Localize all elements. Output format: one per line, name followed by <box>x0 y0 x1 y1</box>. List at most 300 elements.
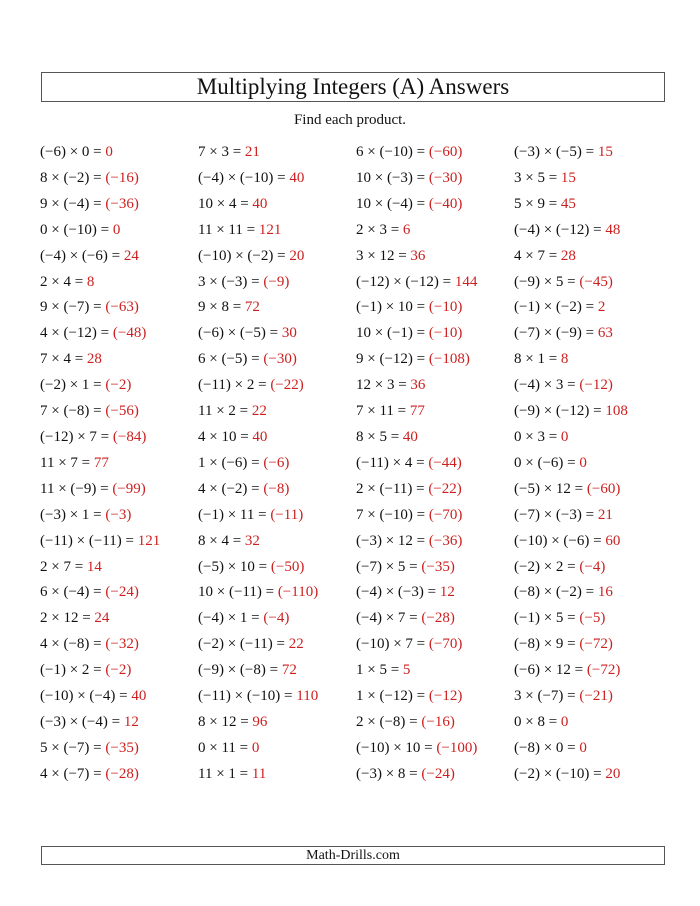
problem-answer: 40 <box>289 169 305 186</box>
problem-expression: 4 × (−8) = <box>40 636 106 653</box>
problem-answer: (−40) <box>428 195 463 212</box>
problem-answer: 14 <box>86 558 102 575</box>
problem-answer: (−100) <box>436 739 478 756</box>
problem-answer: (−84) <box>112 428 147 445</box>
problem-expression: 2 × 7 = <box>40 558 87 575</box>
problem-item <box>514 401 670 427</box>
instructions: Find each product. <box>293 112 407 128</box>
problem-answer: 110 <box>296 688 319 705</box>
problem-answer: 0 <box>579 739 587 756</box>
problem-answer: (−108) <box>428 351 470 368</box>
problem-expression: (−4) × 1 = <box>198 610 264 627</box>
problem-expression: 8 × 4 = <box>198 532 245 549</box>
problem-expression: (−1) × 11 = <box>198 506 271 523</box>
problem-answer: 72 <box>281 662 297 679</box>
problem-answer: 15 <box>597 144 613 160</box>
problem-answer: 144 <box>454 273 478 290</box>
problem-answer: 72 <box>244 299 260 316</box>
problem-item <box>356 686 514 712</box>
problem-item <box>198 349 356 375</box>
problem-item <box>356 349 514 375</box>
problem-expression: (−6) × 0 = <box>40 144 106 160</box>
problem-answer: 45 <box>560 195 576 212</box>
problem-item <box>40 738 198 764</box>
problem-expression: 12 × 3 = <box>356 377 411 394</box>
problem-item <box>40 220 198 246</box>
problem-expression: 6 × (−10) = <box>356 144 429 160</box>
problem-item <box>356 168 514 194</box>
problem-expression: (−6) × (−5) = <box>198 325 282 342</box>
problem-answer: 8 <box>560 351 569 368</box>
problem-answer: (−44) <box>428 454 462 471</box>
problem-item <box>40 297 198 323</box>
problem-expression: 7 × 11 = <box>356 403 410 420</box>
problem-item <box>356 505 514 531</box>
problem-expression: (−5) × 10 = <box>198 558 271 575</box>
problem-expression: 9 × 8 = <box>198 299 245 316</box>
problem-expression: (−1) × (−2) = <box>514 299 598 316</box>
problem-item <box>356 764 514 790</box>
problem-expression: 7 × (−10) = <box>356 506 429 523</box>
problem-answer: (−2) <box>105 662 132 679</box>
problem-answer: 21 <box>244 144 260 160</box>
problem-answer: 12 <box>439 584 455 601</box>
problem-answer: (−30) <box>263 351 297 368</box>
footer: Math-Drills.com <box>41 846 665 865</box>
problem-item <box>198 272 356 298</box>
problem-expression: 0 × 3 = <box>514 428 561 445</box>
problem-answer: 28 <box>560 247 576 264</box>
problem-item <box>356 453 514 479</box>
problem-item <box>198 453 356 479</box>
problem-expression: 9 × (−12) = <box>356 351 429 368</box>
problem-answer: 15 <box>560 169 576 186</box>
problem-expression: 0 × 8 = <box>514 713 561 730</box>
problem-answer: 30 <box>281 325 297 342</box>
problem-expression: 0 × (−6) = <box>514 454 580 471</box>
problem-item <box>356 246 514 272</box>
problem-item <box>198 505 356 531</box>
problem-item <box>514 608 670 634</box>
problem-item <box>514 194 670 220</box>
problem-expression: (−4) × (−12) = <box>514 221 606 238</box>
problem-expression: 7 × 4 = <box>40 351 87 368</box>
problem-item <box>356 557 514 583</box>
problem-item <box>514 453 670 479</box>
problem-answer: (−63) <box>105 299 139 316</box>
problem-item <box>514 634 670 660</box>
problem-item <box>356 531 514 557</box>
problem-item <box>356 375 514 401</box>
problem-expression: (−11) × (−10) = <box>198 688 297 705</box>
problem-item <box>356 401 514 427</box>
problem-expression: 2 × (−8) = <box>356 713 422 730</box>
problem-item <box>356 660 514 686</box>
problem-item <box>356 712 514 738</box>
problem-item <box>356 608 514 634</box>
problem-item <box>198 479 356 505</box>
problem-item <box>198 246 356 272</box>
problem-answer: (−8) <box>263 480 290 497</box>
problem-expression: 8 × 1 = <box>514 351 561 368</box>
problem-item <box>40 194 198 220</box>
problem-expression: 10 × (−4) = <box>356 195 429 212</box>
problem-item <box>514 427 670 453</box>
problem-answer: 40 <box>252 428 268 445</box>
problem-item <box>198 220 356 246</box>
problem-answer: (−50) <box>270 558 305 575</box>
problem-answer: 16 <box>597 584 613 601</box>
problem-expression: (−10) × (−2) = <box>198 247 290 264</box>
problem-expression: 10 × (−3) = <box>356 169 429 186</box>
problem-answer: (−35) <box>421 558 455 575</box>
problem-expression: 1 × (−12) = <box>356 688 429 705</box>
problem-expression: 1 × (−6) = <box>198 454 264 471</box>
problem-answer: (−22) <box>428 480 462 497</box>
problem-item <box>198 194 356 220</box>
problem-answer: (−56) <box>105 403 139 420</box>
problem-expression: (−12) × (−12) = <box>356 273 455 290</box>
problem-expression: 3 × (−7) = <box>514 688 580 705</box>
problem-answer: 40 <box>131 688 147 705</box>
problem-answer: 6 <box>402 221 411 238</box>
problem-answer: 21 <box>597 506 613 523</box>
problem-item <box>514 505 670 531</box>
problem-answer: (−45) <box>579 273 613 290</box>
problem-expression: 5 × 9 = <box>514 195 561 212</box>
problem-item <box>356 634 514 660</box>
problem-expression: (−3) × (−5) = <box>514 144 598 160</box>
problem-item <box>198 375 356 401</box>
problem-answer: 20 <box>289 247 305 264</box>
problem-item <box>514 272 670 298</box>
problem-expression: (−3) × 1 = <box>40 506 106 523</box>
problem-item <box>514 479 670 505</box>
problem-answer: (−60) <box>428 144 463 160</box>
problem-item <box>198 142 356 168</box>
problem-answer: 2 <box>597 299 606 316</box>
worksheet-title: Multiplying Integers (A) Answers <box>41 72 665 102</box>
problem-expression: 4 × (−2) = <box>198 480 264 497</box>
problem-expression: (−11) × 2 = <box>198 377 271 394</box>
problem-item <box>356 220 514 246</box>
problem-item <box>356 142 514 168</box>
problem-item <box>40 634 198 660</box>
problem-expression: 3 × (−3) = <box>198 273 264 290</box>
problem-answer: 20 <box>605 765 621 782</box>
problem-expression: (−9) × (−8) = <box>198 662 282 679</box>
problem-answer: 96 <box>252 713 268 730</box>
problem-item <box>40 479 198 505</box>
problem-answer: (−48) <box>112 325 147 342</box>
problem-expression: 6 × (−4) = <box>40 584 106 601</box>
problem-expression: 7 × (−8) = <box>40 403 106 420</box>
problem-expression: (−2) × 1 = <box>40 377 106 394</box>
problem-answer: (−99) <box>112 480 146 497</box>
problem-answer: 22 <box>288 636 304 653</box>
problem-item <box>40 323 198 349</box>
problem-answer: 40 <box>252 195 268 212</box>
problem-expression: (−1) × 10 = <box>356 299 429 316</box>
problem-item <box>198 168 356 194</box>
problem-item <box>40 272 198 298</box>
problem-item <box>198 582 356 608</box>
problem-answer: 36 <box>410 247 426 264</box>
problem-answer: (−11) <box>270 506 304 523</box>
problem-answer: (−72) <box>579 636 613 653</box>
problem-expression: (−11) × (−11) = <box>40 532 138 549</box>
problem-expression: 1 × 5 = <box>356 662 403 679</box>
problem-item <box>40 168 198 194</box>
problem-answer: 0 <box>579 454 587 471</box>
problem-item <box>356 323 514 349</box>
problem-item <box>514 531 670 557</box>
problem-expression: (−4) × 7 = <box>356 610 422 627</box>
problem-expression: (−4) × (−6) = <box>40 247 124 264</box>
problem-grid <box>40 142 670 790</box>
problem-answer: (−12) <box>428 688 463 705</box>
problem-answer: (−16) <box>421 713 455 730</box>
problem-expression: (−10) × 10 = <box>356 739 437 756</box>
problem-item <box>514 349 670 375</box>
problem-answer: (−12) <box>579 377 613 394</box>
problem-answer: 24 <box>123 247 139 264</box>
problem-answer: (−22) <box>270 377 304 394</box>
problem-answer: 121 <box>258 221 282 238</box>
problem-item <box>198 712 356 738</box>
problem-item <box>198 531 356 557</box>
problem-item <box>198 401 356 427</box>
problem-item <box>40 142 198 168</box>
problem-expression: (−4) × (−3) = <box>356 584 440 601</box>
problem-answer: 36 <box>410 377 426 394</box>
problem-item <box>198 634 356 660</box>
problem-item <box>514 764 670 790</box>
problem-expression: (−8) × (−2) = <box>514 584 598 601</box>
problem-expression: (−12) × 7 = <box>40 428 113 445</box>
problem-item <box>514 168 670 194</box>
problem-expression: 8 × (−2) = <box>40 169 106 186</box>
problem-item <box>40 712 198 738</box>
problem-answer: (−2) <box>105 377 132 394</box>
problem-answer: (−28) <box>421 610 455 627</box>
problem-item <box>198 738 356 764</box>
problem-expression: 2 × 12 = <box>40 610 95 627</box>
problem-expression: (−6) × 12 = <box>514 662 587 679</box>
problem-expression: 9 × (−7) = <box>40 299 106 316</box>
problem-item <box>40 349 198 375</box>
problem-expression: 4 × 7 = <box>514 247 561 264</box>
problem-item <box>40 375 198 401</box>
problem-expression: 2 × (−11) = <box>356 480 429 497</box>
problem-answer: (−60) <box>586 480 621 497</box>
problem-item <box>514 246 670 272</box>
problem-expression: 0 × 11 = <box>198 739 252 756</box>
problem-expression: 3 × 12 = <box>356 247 411 264</box>
problem-expression: (−3) × 8 = <box>356 765 422 782</box>
problem-item <box>198 686 356 712</box>
problem-answer: 11 <box>251 765 267 782</box>
problem-expression: (−7) × (−9) = <box>514 325 598 342</box>
problem-expression: 3 × 5 = <box>514 169 561 186</box>
problem-item <box>356 427 514 453</box>
problem-expression: (−5) × 12 = <box>514 480 587 497</box>
problem-item <box>40 401 198 427</box>
problem-item <box>40 764 198 790</box>
problem-item <box>198 297 356 323</box>
problem-answer: (−36) <box>428 532 463 549</box>
problem-item <box>356 272 514 298</box>
problem-answer: (−72) <box>586 662 621 679</box>
problem-answer: 0 <box>105 144 113 160</box>
problem-item <box>40 660 198 686</box>
problem-answer: (−110) <box>277 584 319 601</box>
problem-item <box>40 557 198 583</box>
problem-answer: (−28) <box>105 765 139 782</box>
problem-answer: 5 <box>402 662 411 679</box>
problem-expression: 10 × (−11) = <box>198 584 278 601</box>
problem-expression: (−2) × (−11) = <box>198 636 289 653</box>
problem-answer: 28 <box>86 351 102 368</box>
problem-item <box>356 297 514 323</box>
problem-expression: (−11) × 4 = <box>356 454 429 471</box>
problem-expression: 10 × (−1) = <box>356 325 429 342</box>
problem-expression: 10 × 4 = <box>198 195 253 212</box>
problem-item <box>198 557 356 583</box>
problem-expression: (−10) × 7 = <box>356 636 429 653</box>
problem-expression: 2 × 4 = <box>40 273 87 290</box>
problem-expression: 11 × 1 = <box>198 765 252 782</box>
problem-expression: (−10) × (−4) = <box>40 688 132 705</box>
problem-expression: (−8) × 9 = <box>514 636 580 653</box>
problem-item <box>514 220 670 246</box>
problem-item <box>514 297 670 323</box>
problem-item <box>514 686 670 712</box>
problem-answer: 40 <box>402 428 418 445</box>
problem-item <box>198 608 356 634</box>
problem-expression: (−7) × 5 = <box>356 558 422 575</box>
problem-expression: (−1) × 5 = <box>514 610 580 627</box>
problem-answer: (−16) <box>105 169 139 186</box>
problem-item <box>198 323 356 349</box>
problem-answer: (−24) <box>421 765 455 782</box>
problem-item <box>198 764 356 790</box>
problem-answer: (−70) <box>428 506 463 523</box>
problem-item <box>40 582 198 608</box>
problem-answer: 8 <box>86 273 95 290</box>
problem-expression: 0 × (−10) = <box>40 221 113 238</box>
problem-answer: 77 <box>409 403 425 420</box>
problem-item <box>198 427 356 453</box>
problem-item <box>356 582 514 608</box>
problem-expression: 11 × 2 = <box>198 403 252 420</box>
problem-expression: (−3) × 12 = <box>356 532 429 549</box>
problem-expression: (−2) × 2 = <box>514 558 580 575</box>
problem-expression: (−1) × 2 = <box>40 662 106 679</box>
problem-expression: 7 × 3 = <box>198 144 245 160</box>
problem-item <box>356 194 514 220</box>
problem-expression: (−3) × (−4) = <box>40 713 124 730</box>
problem-answer: (−4) <box>579 558 606 575</box>
problem-item <box>514 375 670 401</box>
problem-item <box>40 686 198 712</box>
problem-answer: (−35) <box>105 739 139 756</box>
problem-expression: 11 × 7 = <box>40 454 94 471</box>
problem-expression: 5 × (−7) = <box>40 739 106 756</box>
problem-expression: 4 × (−7) = <box>40 765 106 782</box>
problem-answer: 121 <box>137 532 161 549</box>
problem-item <box>356 738 514 764</box>
problem-item <box>514 557 670 583</box>
problem-expression: 4 × (−12) = <box>40 325 113 342</box>
problem-answer: (−9) <box>263 273 290 290</box>
problem-expression: 4 × 10 = <box>198 428 253 445</box>
problem-answer: 24 <box>94 610 110 627</box>
problem-expression: (−2) × (−10) = <box>514 765 606 782</box>
problem-answer: 108 <box>605 403 628 420</box>
problem-answer: 22 <box>251 403 267 420</box>
problem-item <box>514 582 670 608</box>
problem-answer: 0 <box>251 739 260 756</box>
problem-expression: (−4) × 3 = <box>514 377 580 394</box>
problem-answer: 12 <box>123 713 139 730</box>
problem-expression: 8 × 12 = <box>198 713 253 730</box>
problem-item <box>40 427 198 453</box>
problem-expression: 11 × 11 = <box>198 221 259 238</box>
problem-answer: (−32) <box>105 636 139 653</box>
problem-answer: 77 <box>93 454 109 471</box>
problem-answer: 0 <box>112 221 121 238</box>
problem-answer: 32 <box>244 532 260 549</box>
problem-answer: (−36) <box>105 195 139 212</box>
problem-expression: 9 × (−4) = <box>40 195 106 212</box>
problem-answer: (−4) <box>263 610 290 627</box>
problem-expression: 2 × 3 = <box>356 221 403 238</box>
problem-item <box>198 660 356 686</box>
problem-answer: (−6) <box>263 454 290 471</box>
problem-item <box>40 246 198 272</box>
problem-answer: 60 <box>605 532 621 549</box>
problem-item <box>40 608 198 634</box>
problem-answer: (−21) <box>579 688 613 705</box>
problem-answer: (−10) <box>428 299 463 316</box>
problem-expression: (−9) × (−12) = <box>514 403 606 420</box>
problem-item <box>514 712 670 738</box>
problem-answer: (−10) <box>428 325 463 342</box>
problem-answer: 63 <box>597 325 613 342</box>
problem-item <box>514 323 670 349</box>
problem-answer: (−5) <box>579 610 606 627</box>
problem-answer: (−24) <box>105 584 139 601</box>
problem-item <box>514 142 670 168</box>
problem-expression: 8 × 5 = <box>356 428 403 445</box>
problem-answer: 0 <box>560 713 569 730</box>
problem-expression: (−8) × 0 = <box>514 739 580 756</box>
problem-item <box>514 660 670 686</box>
problem-item <box>40 453 198 479</box>
problem-item <box>356 479 514 505</box>
problem-answer: (−30) <box>428 169 463 186</box>
problem-expression: (−10) × (−6) = <box>514 532 606 549</box>
problem-expression: 11 × (−9) = <box>40 480 113 497</box>
problem-expression: (−9) × 5 = <box>514 273 580 290</box>
problem-answer: (−70) <box>428 636 463 653</box>
problem-item <box>40 531 198 557</box>
problem-expression: 6 × (−5) = <box>198 351 264 368</box>
problem-item <box>40 505 198 531</box>
problem-expression: (−4) × (−10) = <box>198 169 290 186</box>
problem-expression: (−7) × (−3) = <box>514 506 598 523</box>
